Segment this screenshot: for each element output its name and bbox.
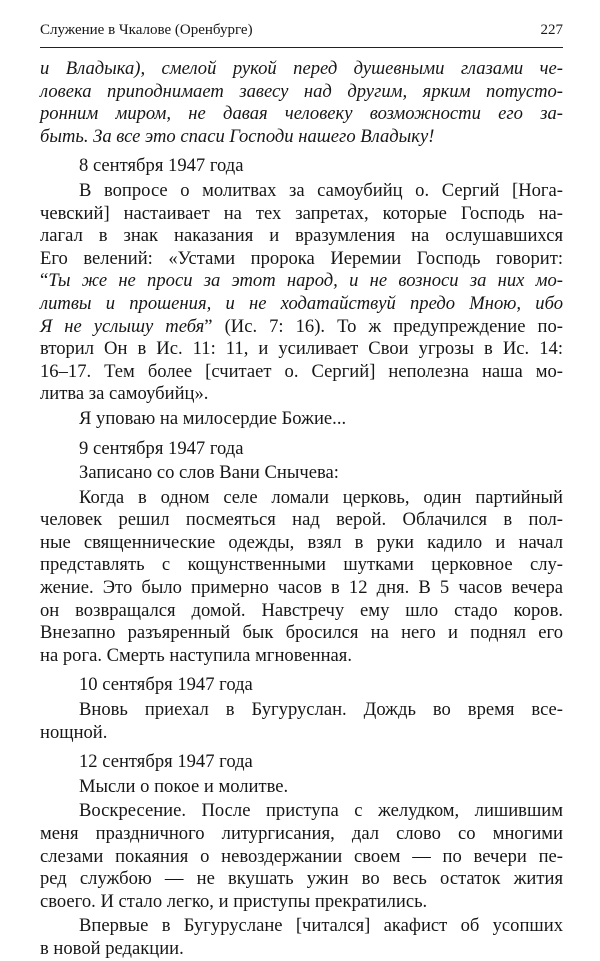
- entry-date: [40, 674, 563, 697]
- paragraph: [40, 180, 563, 406]
- italic-text: Ты же не проси за этот народ, и не возноси за них мо-: [48, 270, 563, 292]
- text-line: [40, 383, 563, 406]
- text: он возвращался домой. Навстречу ему шло стадо коров.: [40, 599, 563, 621]
- text-line: [40, 438, 563, 461]
- text: Его велений: «Устами пророка Иеремии Господь говорит:: [40, 247, 563, 269]
- text-line: [40, 338, 563, 361]
- text: ред службою — не вкушать ужин во весь остаток жития: [40, 868, 563, 890]
- text: в новой редакции.: [40, 937, 184, 959]
- text-line: [40, 823, 563, 846]
- text: нощной.: [40, 721, 108, 743]
- text-line: [40, 58, 563, 81]
- paragraph: [40, 487, 563, 668]
- text: 12 сентября 1947 года: [79, 751, 253, 773]
- text: человек решил посмеяться над верой. Облачился в пол-: [40, 509, 563, 531]
- text: Вновь приехал в Бугуруслан. Дождь во время все-: [79, 699, 563, 721]
- text: Воскресение. После приступа с желудком, лишившим: [79, 800, 563, 822]
- paragraph: [40, 58, 563, 148]
- text: чевский] настаивает на тех запретах, которые Господь на-: [40, 202, 563, 224]
- text-line: [40, 361, 563, 384]
- text-line: [40, 800, 563, 823]
- text: Записано со слов Вани Снычева:: [79, 462, 339, 484]
- text-line: [40, 645, 563, 668]
- italic-text: и Владыка), смелой рукой перед душевными глазами че-: [40, 58, 563, 79]
- text: своего. И стало легко, и приступы прекратились.: [40, 890, 428, 912]
- italic-text: ловека приподнимает завесу над другим, ярким потусто-: [40, 80, 563, 102]
- text-line: [40, 846, 563, 869]
- italic-text: ронним миром, не давая человеку возможности его за-: [40, 103, 563, 125]
- text-line: [40, 915, 563, 938]
- text-line: [40, 462, 563, 485]
- paragraph: [40, 408, 563, 431]
- text: 8 сентября 1947 года: [79, 155, 244, 177]
- entry-date: [40, 438, 563, 461]
- text: ” (Ис. 7: 16). То ж предупреждение по-: [204, 315, 563, 337]
- running-title: Служение в Чкалове (Оренбурге): [40, 22, 253, 38]
- text: ные священнические одежды, взял в руки кадило и начал: [40, 531, 563, 553]
- text-line: [40, 180, 563, 203]
- text-line: [40, 293, 563, 316]
- page-body: [40, 56, 563, 961]
- paragraph: [40, 915, 563, 960]
- text: представлять с кощунственными шутками церковное слу-: [40, 554, 563, 576]
- text-line: [40, 103, 563, 126]
- text: Впервые в Бугуруслане [читался] акафист об усопших: [79, 915, 563, 937]
- text-line: [40, 225, 563, 248]
- text-line: [40, 938, 563, 961]
- text-line: [40, 203, 563, 226]
- text-line: [40, 270, 563, 293]
- italic-text: литвы и прошения, и не ходатайствуй предо Мною, ибо: [40, 292, 563, 314]
- running-header: [40, 20, 563, 48]
- text: Когда в одном селе ломали церковь, один партийный: [79, 486, 563, 508]
- text: Мысли о покое и молитве.: [79, 775, 289, 797]
- text-line: [40, 891, 563, 914]
- text-line: [40, 509, 563, 532]
- text-line: [40, 577, 563, 600]
- text: 16–17. Тем более [считает о. Сергий] неполезна наша мо-: [40, 360, 563, 382]
- paragraph: [40, 699, 563, 744]
- text-line: [40, 622, 563, 645]
- text-line: [40, 868, 563, 891]
- text: лагал в знак наказания и вразумления на ослушавшихся: [40, 225, 563, 247]
- text: слезами покаяния о невоздержании своем — по вечери пе-: [40, 845, 563, 867]
- text-line: [40, 316, 563, 339]
- text-line: [40, 674, 563, 697]
- text: вторил Он в Ис. 11: 11, и усиливает Свои угрозы в Ис. 14:: [40, 338, 563, 360]
- paragraph: [40, 776, 563, 799]
- entry-date: [40, 751, 563, 774]
- text-line: [40, 155, 563, 178]
- text: “: [40, 270, 49, 292]
- text-line: [40, 248, 563, 271]
- text-line: [40, 487, 563, 510]
- text-line: [40, 554, 563, 577]
- text: Я уповаю на милосердие Божие...: [79, 407, 347, 429]
- text-line: [40, 751, 563, 774]
- text-line: [40, 699, 563, 722]
- text-line: [40, 532, 563, 555]
- text: В вопросе о молитвах за самоубийц о. Сергий [Нога-: [79, 179, 563, 201]
- paragraph: [40, 462, 563, 485]
- page-number: 227: [540, 22, 563, 38]
- italic-text: Я не услышу тебя: [40, 315, 205, 337]
- text: 9 сентября 1947 года: [79, 437, 244, 459]
- text-line: [40, 126, 563, 149]
- text-line: [40, 408, 563, 431]
- text: 10 сентября 1947 года: [79, 674, 253, 696]
- text: меня праздничного литургисания, дал слово со многими: [40, 823, 563, 844]
- text-line: [40, 81, 563, 104]
- entry-date: [40, 155, 563, 178]
- text-line: [40, 776, 563, 799]
- text: жение. Это было примерно часов в 12 дня. В 5 часов вечера: [40, 577, 563, 599]
- text: литва за самоубийц».: [40, 383, 209, 405]
- italic-text: быть. За все это спаси Господи нашего Владыку!: [40, 125, 435, 147]
- text-line: [40, 600, 563, 623]
- text: Внезапно разъяренный бык бросился на него и поднял его: [40, 622, 563, 644]
- paragraph: [40, 800, 563, 913]
- text: на рога. Смерть наступила мгновенная.: [40, 644, 352, 666]
- text-line: [40, 722, 563, 745]
